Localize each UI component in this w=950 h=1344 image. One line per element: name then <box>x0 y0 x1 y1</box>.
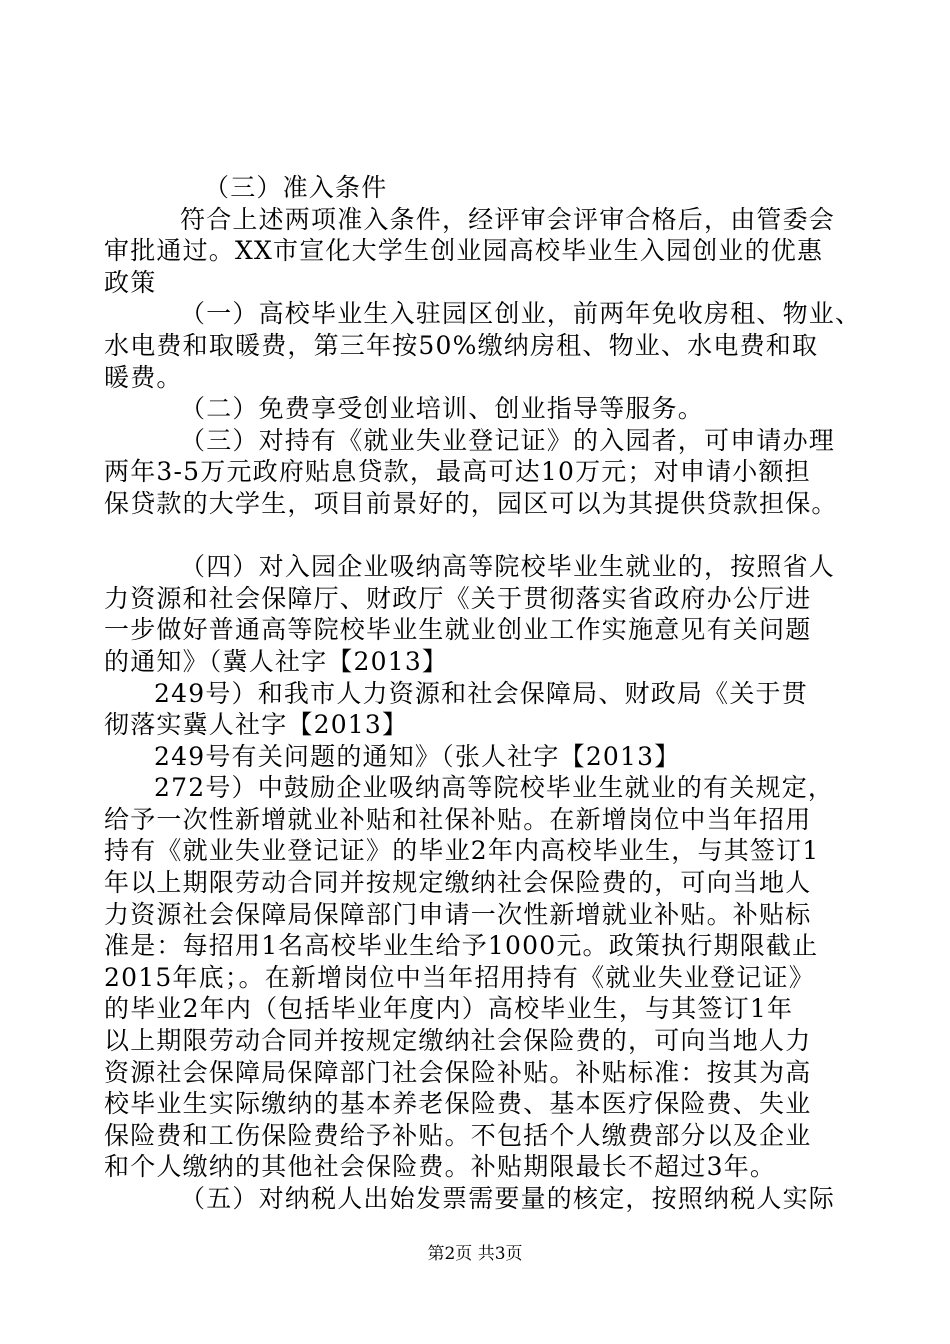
text-line: 暖费。 <box>104 362 183 392</box>
blank-line <box>104 520 844 552</box>
text-line: 2015年底；。在新增岗位中当年招用持有《就业失业登记证》 <box>104 962 815 992</box>
text-line: 符合上述两项准入条件，经评审会评审合格后，由管委会 <box>180 204 836 234</box>
text-line: 以上期限劳动合同并按规定缴纳社会保险费的，可向当地人力 <box>104 1026 812 1056</box>
text-line: 力资源和社会保障厅、财政厅《关于贯彻落实省政府办公厅进 <box>104 583 812 613</box>
text-line: 的通知》（冀人社字【2013】 <box>104 646 449 676</box>
text-line: 一步做好普通高等院校毕业生就业创业工作实施意见有关问题 <box>104 615 812 645</box>
text-line: 272号）中鼓励企业吸纳高等院校毕业生就业的有关规定， <box>154 773 835 803</box>
text-line: 保险费和工伤保险费给予补贴。不包括个人缴费部分以及企业 <box>104 1120 812 1150</box>
text-line: 保贷款的大学生，项目前景好的，园区可以为其提供贷款担保。 <box>104 488 838 518</box>
text-line: 和个人缴纳的其他社会保险费。补贴期限最长不超过3年。 <box>104 1152 777 1182</box>
text-line: 审批通过。XX市宣化大学生创业园高校毕业生入园创业的优惠 <box>104 236 824 266</box>
text-line: 持有《就业失业登记证》的毕业2年内高校毕业生，与其签订1 <box>104 836 820 866</box>
text-line: 249号有关问题的通知》（张人社字【2013】 <box>154 741 681 771</box>
text-line: 249号）和我市人力资源和社会保障局、财政局《关于贯 <box>154 678 808 708</box>
text-line: （一）高校毕业生入驻园区创业，前两年免收房租、物业、 <box>180 299 862 329</box>
page-footer: 第2页 共3页 <box>427 1244 523 1264</box>
text-line: 两年3-5万元政府贴息贷款，最高可达10万元；对申请小额担 <box>104 457 811 487</box>
text-line: 给予一次性新增就业补贴和社保补贴。在新增岗位中当年招用 <box>104 804 812 834</box>
text-line: 资源社会保障局保障部门社会保险补贴。补贴标准：按其为高 <box>104 1057 812 1087</box>
text-line: 水电费和取暖费，第三年按50%缴纳房租、物业、水电费和取 <box>104 330 819 360</box>
text-line: （四）对入园企业吸纳高等院校毕业生就业的，按照省人 <box>180 552 836 582</box>
text-line: 彻落实冀人社字【2013】 <box>104 710 409 740</box>
text-line: 校毕业生实际缴纳的基本养老保险费、基本医疗保险费、失业 <box>104 1089 812 1119</box>
text-line: （五）对纳税人出始发票需要量的核定，按照纳税人实际 <box>180 1184 836 1213</box>
text-line: （三）对持有《就业失业登记证》的入园者，可申请办理 <box>180 425 836 455</box>
document-body <box>104 172 862 1215</box>
text-line: （三）准入条件 <box>204 173 388 202</box>
text-line: 准是：每招用1名高校毕业生给予1000元。政策执行期限截止 <box>104 931 819 961</box>
text-line: （二）免费享受创业培训、创业指导等服务。 <box>180 394 705 424</box>
text-line: 的毕业2年内（包括毕业年度内）高校毕业生，与其签订1年 <box>104 994 794 1024</box>
text-line: 年以上期限劳动合同并按规定缴纳社会保险费的，可向当地人 <box>104 868 812 898</box>
text-line: 力资源社会保障局保障部门申请一次性新增就业补贴。补贴标 <box>104 899 812 929</box>
text-line: 政策 <box>104 267 157 297</box>
